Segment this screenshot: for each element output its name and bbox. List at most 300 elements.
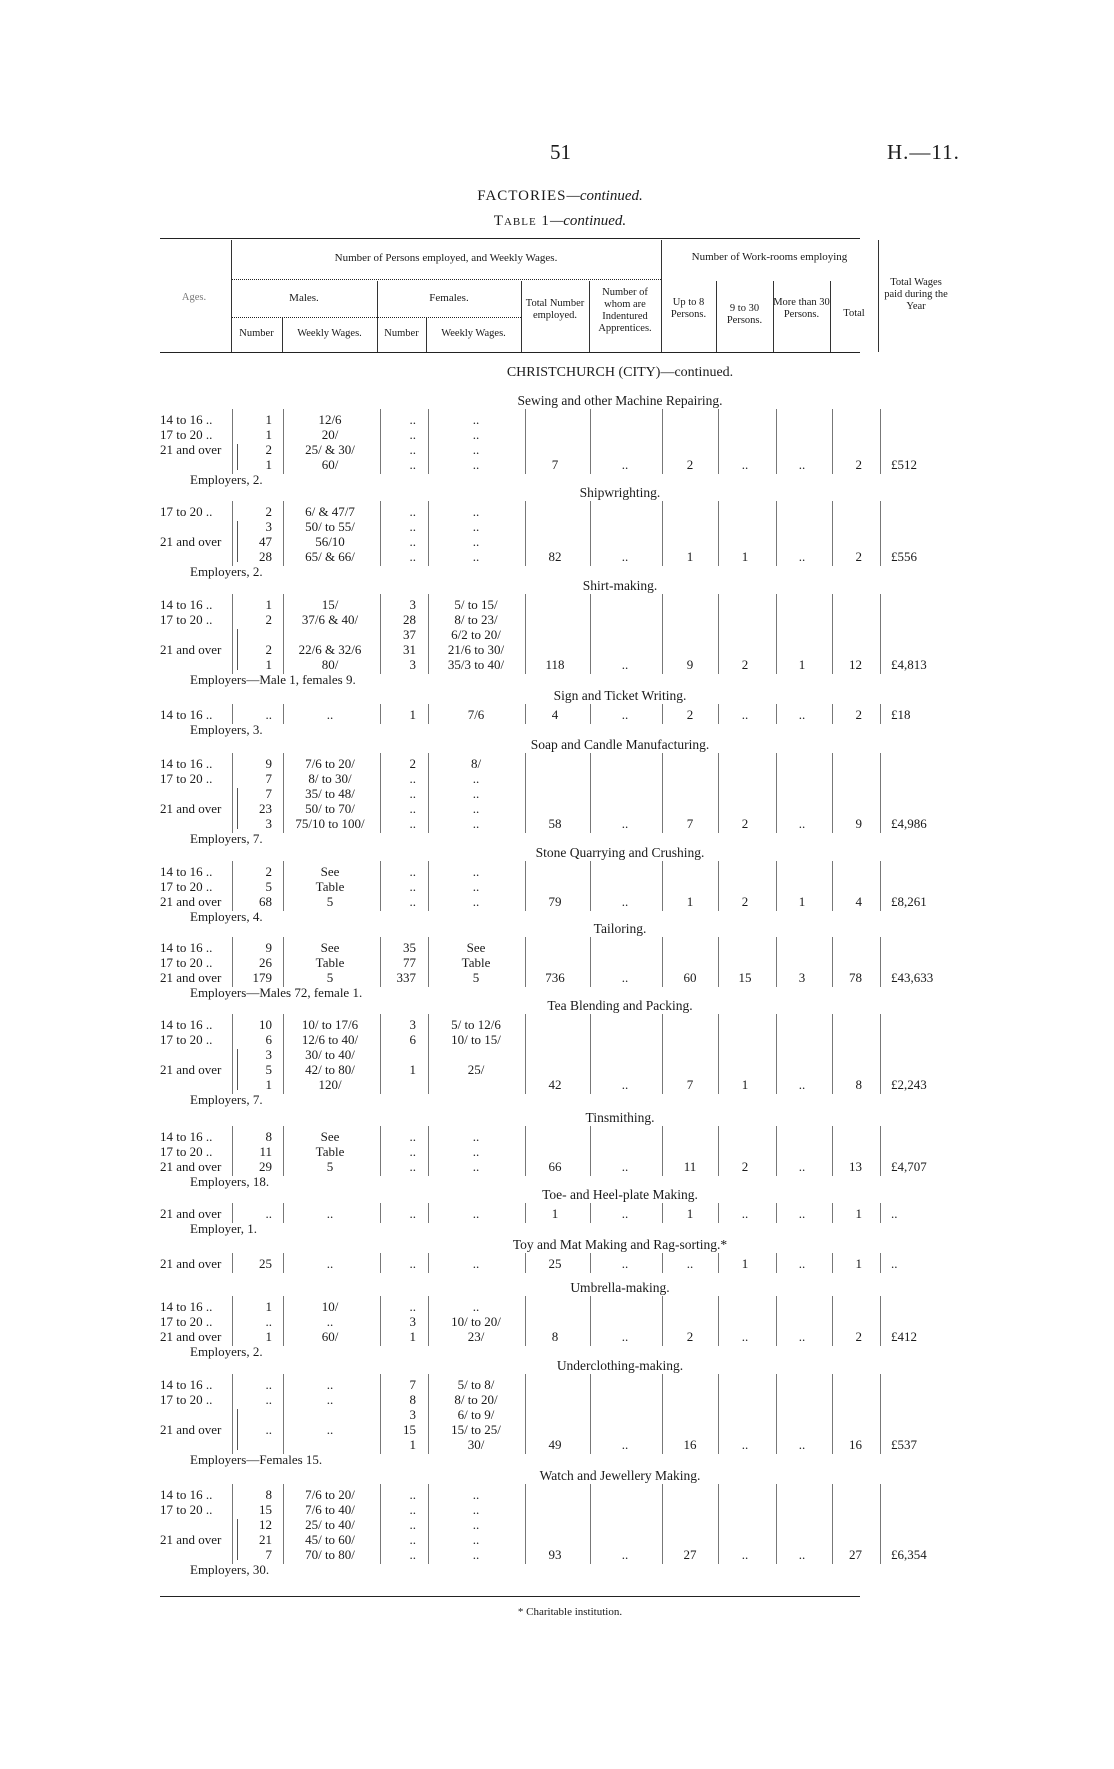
total-wages-cell: £6,354	[891, 1547, 927, 1562]
age-cell: 17 to 20 ..	[160, 1392, 213, 1407]
female-wages-cell: ..	[472, 801, 480, 816]
employers-note: Employers—Females 15.	[190, 1452, 323, 1467]
male-wages-cell: 20/	[321, 427, 339, 442]
male-number-cell: 1	[265, 1329, 272, 1344]
age-cell: 21 and over	[160, 1206, 222, 1221]
group-brace	[237, 629, 238, 670]
row-vline	[428, 1296, 429, 1346]
female-number-cell: 77	[403, 955, 416, 970]
section-title: Toe- and Heel-plate Making.	[542, 1187, 698, 1202]
female-wages-cell: 10/ to 20/	[451, 1314, 501, 1329]
up-to-8-cell: 2	[686, 1329, 694, 1344]
age-cell: 21 and over	[160, 1532, 222, 1547]
more-than-30-cell: 3	[798, 970, 806, 985]
male-wages-cell: 7/6 to 20/	[305, 1487, 355, 1502]
age-cell: 14 to 16 ..	[160, 1017, 213, 1032]
male-wages-cell: 12/6 to 40/	[301, 1032, 359, 1047]
total-cell: 9	[855, 816, 862, 831]
row-vline	[525, 704, 526, 724]
female-wages-cell: 5/ to 8/	[457, 1377, 495, 1392]
male-wages-cell: 30/ to 40/	[305, 1047, 355, 1062]
male-number-cell: 1	[265, 1299, 272, 1314]
up-to-8-cell: 2	[686, 707, 694, 722]
row-vline	[590, 861, 591, 911]
row-vline	[428, 704, 429, 724]
apprentices-cell: ..	[621, 1256, 629, 1271]
more-than-30-cell: ..	[798, 816, 806, 831]
row-vline	[590, 501, 591, 566]
female-number-cell: ..	[409, 549, 416, 564]
total-employed-cell: 58	[548, 816, 562, 831]
row-vline	[662, 594, 663, 674]
row-vline	[232, 753, 233, 833]
row-vline	[590, 1203, 591, 1223]
up-to-8-cell: 27	[683, 1547, 697, 1562]
female-wages-cell: 8/	[470, 756, 482, 771]
row-vline	[718, 409, 719, 474]
col-persons-group: Number of Persons employed, and Weekly Wages.	[334, 252, 558, 264]
row-vline	[776, 1253, 777, 1273]
female-number-cell: ..	[409, 1299, 416, 1314]
group-brace	[237, 788, 238, 829]
row-vline	[590, 1296, 591, 1346]
male-wages-cell: 5	[326, 1159, 334, 1174]
row-vline	[776, 1014, 777, 1094]
apprentices-cell: ..	[621, 1206, 629, 1221]
row-vline	[283, 1296, 284, 1346]
row-vline	[718, 1296, 719, 1346]
age-cell: 14 to 16 ..	[160, 597, 213, 612]
age-cell: 14 to 16 ..	[160, 940, 213, 955]
male-wages-cell: See	[320, 940, 340, 955]
male-wages-cell: 5	[326, 894, 334, 909]
col-9-to-30: 9 to 30 Persons.	[726, 303, 763, 326]
nine-to-30-cell: 2	[741, 657, 749, 672]
male-wages-cell: Table	[315, 1144, 345, 1159]
age-cell: 21 and over	[160, 1062, 222, 1077]
employers-note: Employers—Male 1, females 9.	[190, 672, 356, 687]
employers-note: Employers, 7.	[190, 831, 263, 846]
total-wages-cell: £8,261	[891, 894, 927, 909]
male-number-cell: 9	[265, 940, 272, 955]
col-up-to-8: Up to 8 Persons.	[670, 297, 707, 320]
male-number-cell: ..	[265, 1422, 272, 1437]
age-cell: 17 to 20 ..	[160, 612, 213, 627]
row-vline	[662, 1296, 663, 1346]
apprentices-cell: ..	[621, 1159, 629, 1174]
male-number-cell: 7	[265, 1547, 272, 1562]
col-workrooms-group: Number of Work-rooms employing	[691, 251, 848, 263]
row-vline	[380, 1484, 381, 1564]
age-cell: 14 to 16 ..	[160, 1377, 213, 1392]
col-males: Males.	[289, 292, 319, 304]
section-title: Sign and Ticket Writing.	[553, 688, 687, 703]
group-brace	[237, 1519, 238, 1560]
apprentices-cell: ..	[621, 894, 629, 909]
female-wages-cell: 30/	[467, 1437, 485, 1452]
row-vline	[718, 1484, 719, 1564]
female-wages-cell: 5	[472, 970, 480, 985]
row-vline	[718, 594, 719, 674]
female-wages-cell: ..	[472, 771, 480, 786]
row-vline	[590, 1014, 591, 1094]
row-vline	[283, 704, 284, 724]
total-cell: 8	[855, 1077, 862, 1092]
row-vline	[283, 1126, 284, 1176]
more-than-30-cell: ..	[798, 1159, 806, 1174]
female-wages-cell: 25/	[467, 1062, 485, 1077]
total-cell: 1	[855, 1256, 862, 1271]
employers-note: Employers, 2.	[190, 1344, 263, 1359]
row-vline	[662, 1126, 663, 1176]
male-number-cell: 68	[259, 894, 272, 909]
nine-to-30-cell: 2	[741, 1159, 749, 1174]
total-wages-cell: £4,707	[891, 1159, 927, 1174]
female-number-cell: ..	[409, 1144, 416, 1159]
female-wages-cell: ..	[472, 864, 480, 879]
total-wages-cell: £537	[891, 1437, 917, 1452]
row-vline	[718, 937, 719, 987]
row-vline	[428, 594, 429, 674]
employers-note: Employer, 1.	[190, 1221, 257, 1236]
total-cell: 12	[849, 657, 862, 672]
female-number-cell: ..	[409, 504, 416, 519]
up-to-8-cell: 60	[683, 970, 697, 985]
row-vline	[832, 594, 833, 674]
female-wages-cell: 8/ to 20/	[454, 1392, 498, 1407]
total-cell: 2	[855, 1329, 862, 1344]
total-employed-cell: 736	[545, 970, 565, 985]
male-wages-cell: 25/ & 30/	[305, 442, 355, 457]
total-cell: 4	[855, 894, 862, 909]
row-vline	[832, 861, 833, 911]
row-vline	[776, 501, 777, 566]
female-number-cell: 7	[409, 1377, 416, 1392]
nine-to-30-cell: 1	[741, 1256, 749, 1271]
title-main: FACTORIES	[477, 188, 567, 204]
row-vline	[590, 1484, 591, 1564]
male-number-cell: 7	[265, 786, 272, 801]
total-employed-cell: 7	[551, 457, 559, 472]
female-number-cell: ..	[409, 1487, 416, 1502]
male-number-cell: 1	[265, 412, 272, 427]
male-number-cell: 2	[265, 864, 272, 879]
female-number-cell: 31	[403, 642, 416, 657]
row-vline	[662, 704, 663, 724]
row-vline	[832, 704, 833, 724]
row-vline	[880, 704, 881, 724]
female-number-cell: 1	[409, 707, 416, 722]
row-vline	[428, 1484, 429, 1564]
female-number-cell: 1	[409, 1329, 416, 1344]
col-total-employed: Total Number employed.	[525, 298, 585, 321]
row-vline	[590, 1374, 591, 1454]
more-than-30-cell: ..	[798, 1329, 806, 1344]
row-vline	[718, 861, 719, 911]
row-vline	[880, 861, 881, 911]
row-vline	[590, 937, 591, 987]
row-vline	[428, 861, 429, 911]
col-total-wages: Total Wages paid during the Year	[884, 277, 948, 312]
row-vline	[232, 1374, 233, 1454]
row-vline	[718, 1374, 719, 1454]
female-number-cell: ..	[409, 519, 416, 534]
age-cell: 21 and over	[160, 642, 222, 657]
male-number-cell: 29	[259, 1159, 272, 1174]
total-wages-cell: £4,986	[891, 816, 927, 831]
age-cell: 14 to 16 ..	[160, 1299, 213, 1314]
row-vline	[380, 1374, 381, 1454]
female-wages-cell: ..	[472, 1517, 480, 1532]
male-wages-cell: 10/	[321, 1299, 339, 1314]
total-wages-cell: ..	[891, 1256, 898, 1271]
row-vline	[662, 1253, 663, 1273]
female-wages-cell: 6/2 to 20/	[451, 627, 501, 642]
female-wages-cell: ..	[472, 1144, 480, 1159]
row-vline	[380, 704, 381, 724]
row-vline	[880, 753, 881, 833]
total-wages-cell: £512	[891, 457, 917, 472]
row-vline	[662, 1374, 663, 1454]
male-number-cell: 9	[265, 756, 272, 771]
male-number-cell: 23	[259, 801, 272, 816]
male-number-cell: 21	[259, 1532, 272, 1547]
row-vline	[832, 409, 833, 474]
apprentices-cell: ..	[621, 1437, 629, 1452]
male-wages-cell: 25/ to 40/	[305, 1517, 355, 1532]
female-wages-cell: ..	[472, 457, 480, 472]
row-vline	[525, 1203, 526, 1223]
col-male-wages: Weekly Wages.	[297, 328, 362, 339]
row-vline	[232, 409, 233, 474]
paper-reference: H.—11.	[887, 140, 960, 164]
hdr-vline	[878, 240, 879, 352]
male-wages-cell: 37/6 & 40/	[301, 612, 359, 627]
female-wages-cell: ..	[472, 816, 480, 831]
footer-rule	[160, 1596, 860, 1597]
employers-note: Employers, 30.	[190, 1562, 270, 1577]
female-number-cell: 1	[409, 1437, 416, 1452]
male-number-cell: 3	[265, 519, 272, 534]
female-number-cell: ..	[409, 864, 416, 879]
row-vline	[880, 1484, 881, 1564]
apprentices-cell: ..	[621, 457, 629, 472]
female-wages-cell: ..	[472, 1299, 480, 1314]
row-vline	[880, 1203, 881, 1223]
group-brace	[237, 444, 238, 470]
apprentices-cell: ..	[621, 1329, 629, 1344]
region-title: CHRISTCHURCH (CITY)—continued.	[506, 365, 734, 380]
row-vline	[590, 409, 591, 474]
female-number-cell: 3	[409, 1314, 416, 1329]
apprentices-cell: ..	[621, 1077, 629, 1092]
male-wages-cell: ..	[326, 1422, 334, 1437]
row-vline	[832, 753, 833, 833]
male-number-cell: 12	[259, 1517, 272, 1532]
total-cell: 2	[855, 549, 862, 564]
age-cell: 21 and over	[160, 894, 222, 909]
row-vline	[283, 1203, 284, 1223]
male-wages-cell: 60/	[321, 1329, 339, 1344]
row-vline	[380, 861, 381, 911]
male-number-cell: 2	[265, 642, 272, 657]
age-cell: 21 and over	[160, 801, 222, 816]
row-vline	[718, 1253, 719, 1273]
row-vline	[880, 937, 881, 987]
more-than-30-cell: ..	[798, 457, 806, 472]
row-vline	[232, 594, 233, 674]
male-wages-cell: 50/ to 70/	[305, 801, 355, 816]
employers-note: Employers, 3.	[190, 722, 263, 737]
apprentices-cell: ..	[621, 970, 629, 985]
female-number-cell: 1	[409, 1062, 416, 1077]
row-vline	[662, 861, 663, 911]
row-vline	[832, 1296, 833, 1346]
male-number-cell: 28	[259, 549, 272, 564]
male-number-cell: 15	[259, 1502, 272, 1517]
row-vline	[880, 1126, 881, 1176]
row-vline	[776, 409, 777, 474]
row-vline	[283, 1374, 284, 1454]
male-wages-cell: 70/ to 80/	[305, 1547, 355, 1562]
male-wages-cell: 10/ to 17/6	[301, 1017, 359, 1032]
total-cell: 2	[855, 457, 862, 472]
row-vline	[590, 1253, 591, 1273]
female-wages-cell: 8/ to 23/	[454, 612, 498, 627]
apprentices-cell: ..	[621, 816, 629, 831]
row-vline	[428, 1253, 429, 1273]
row-vline	[832, 1014, 833, 1094]
header-top-rule	[160, 238, 860, 239]
age-cell: 21 and over	[160, 1256, 222, 1271]
female-wages-cell: ..	[472, 442, 480, 457]
female-wages-cell: 23/	[467, 1329, 485, 1344]
female-wages-cell: ..	[472, 786, 480, 801]
row-vline	[525, 1484, 526, 1564]
row-vline	[380, 1296, 381, 1346]
female-number-cell: ..	[409, 1256, 416, 1271]
male-wages-cell: 56/10	[315, 534, 345, 549]
female-wages-cell: ..	[472, 1206, 480, 1221]
row-vline	[232, 1014, 233, 1094]
total-cell: 78	[849, 970, 862, 985]
male-number-cell: 1	[265, 427, 272, 442]
section-title: Toy and Mat Making and Rag-sorting.*	[512, 1237, 728, 1252]
row-vline	[880, 1296, 881, 1346]
total-cell: 13	[849, 1159, 862, 1174]
female-number-cell: 3	[409, 1407, 416, 1422]
female-number-cell: 8	[409, 1392, 416, 1407]
male-number-cell: 1	[265, 1077, 272, 1092]
row-vline	[880, 1014, 881, 1094]
female-wages-cell: 10/ to 15/	[451, 1032, 501, 1047]
female-number-cell: 3	[409, 1017, 416, 1032]
female-number-cell: 337	[396, 970, 416, 985]
row-vline	[590, 753, 591, 833]
more-than-30-cell: ..	[798, 707, 806, 722]
section-title: Underclothing-making.	[556, 1358, 684, 1373]
up-to-8-cell: 7	[686, 816, 694, 831]
up-to-8-cell: 1	[686, 1206, 694, 1221]
female-number-cell: ..	[409, 894, 416, 909]
up-to-8-cell: 7	[686, 1077, 694, 1092]
row-vline	[832, 1203, 833, 1223]
female-wages-cell: 5/ to 15/	[454, 597, 498, 612]
col-male-number: Number	[239, 328, 274, 339]
row-vline	[232, 1296, 233, 1346]
row-vline	[525, 937, 526, 987]
row-vline	[380, 1126, 381, 1176]
up-to-8-cell: 1	[686, 549, 694, 564]
row-vline	[525, 1014, 526, 1094]
row-vline	[718, 501, 719, 566]
row-vline	[832, 1126, 833, 1176]
section-title: Soap and Candle Manufacturing.	[530, 737, 710, 752]
row-vline	[832, 1374, 833, 1454]
male-number-cell: ..	[265, 1206, 272, 1221]
row-vline	[832, 1484, 833, 1564]
female-number-cell: ..	[409, 1517, 416, 1532]
row-vline	[832, 937, 833, 987]
male-number-cell: 11	[259, 1144, 272, 1159]
age-cell: 21 and over	[160, 970, 222, 985]
row-vline	[525, 861, 526, 911]
row-vline	[283, 501, 284, 566]
male-wages-cell: 50/ to 55/	[305, 519, 355, 534]
male-number-cell: 3	[265, 1047, 272, 1062]
male-wages-cell: 7/6 to 20/	[305, 756, 355, 771]
up-to-8-cell: 16	[683, 1437, 697, 1452]
section-title: Stone Quarrying and Crushing.	[535, 845, 705, 860]
total-wages-cell: £43,633	[891, 970, 934, 985]
total-employed-cell: 118	[545, 657, 565, 672]
row-vline	[880, 1253, 881, 1273]
employers-note: Employers, 18.	[190, 1174, 270, 1189]
female-wages-cell: ..	[472, 894, 480, 909]
up-to-8-cell: ..	[686, 1256, 694, 1271]
female-wages-cell: ..	[472, 549, 480, 564]
female-wages-cell: ..	[472, 412, 480, 427]
row-vline	[283, 1484, 284, 1564]
row-vline	[283, 937, 284, 987]
age-cell: 14 to 16 ..	[160, 1487, 213, 1502]
female-wages-cell: See	[466, 940, 486, 955]
male-number-cell: 8	[265, 1487, 272, 1502]
employers-note: Employers, 2.	[190, 564, 263, 579]
male-wages-cell: Table	[315, 955, 345, 970]
male-number-cell: 26	[259, 955, 272, 970]
female-number-cell: ..	[409, 801, 416, 816]
female-number-cell: ..	[409, 1547, 416, 1562]
more-than-30-cell: ..	[798, 1437, 806, 1452]
row-vline	[718, 1014, 719, 1094]
row-vline	[718, 1126, 719, 1176]
male-wages-cell: 22/6 & 32/6	[298, 642, 362, 657]
row-vline	[232, 861, 233, 911]
female-wages-cell: ..	[472, 504, 480, 519]
row-vline	[776, 1484, 777, 1564]
male-number-cell: 6	[265, 1032, 272, 1047]
age-cell: 14 to 16 ..	[160, 412, 213, 427]
female-wages-cell: Table	[461, 955, 491, 970]
total-employed-cell: 79	[548, 894, 562, 909]
female-number-cell: ..	[409, 412, 416, 427]
group-brace	[237, 521, 238, 562]
male-wages-cell: 35/ to 48/	[305, 786, 355, 801]
apprentices-cell: ..	[621, 549, 629, 564]
row-vline	[832, 1253, 833, 1273]
male-wages-cell: 42/ to 80/	[305, 1062, 355, 1077]
